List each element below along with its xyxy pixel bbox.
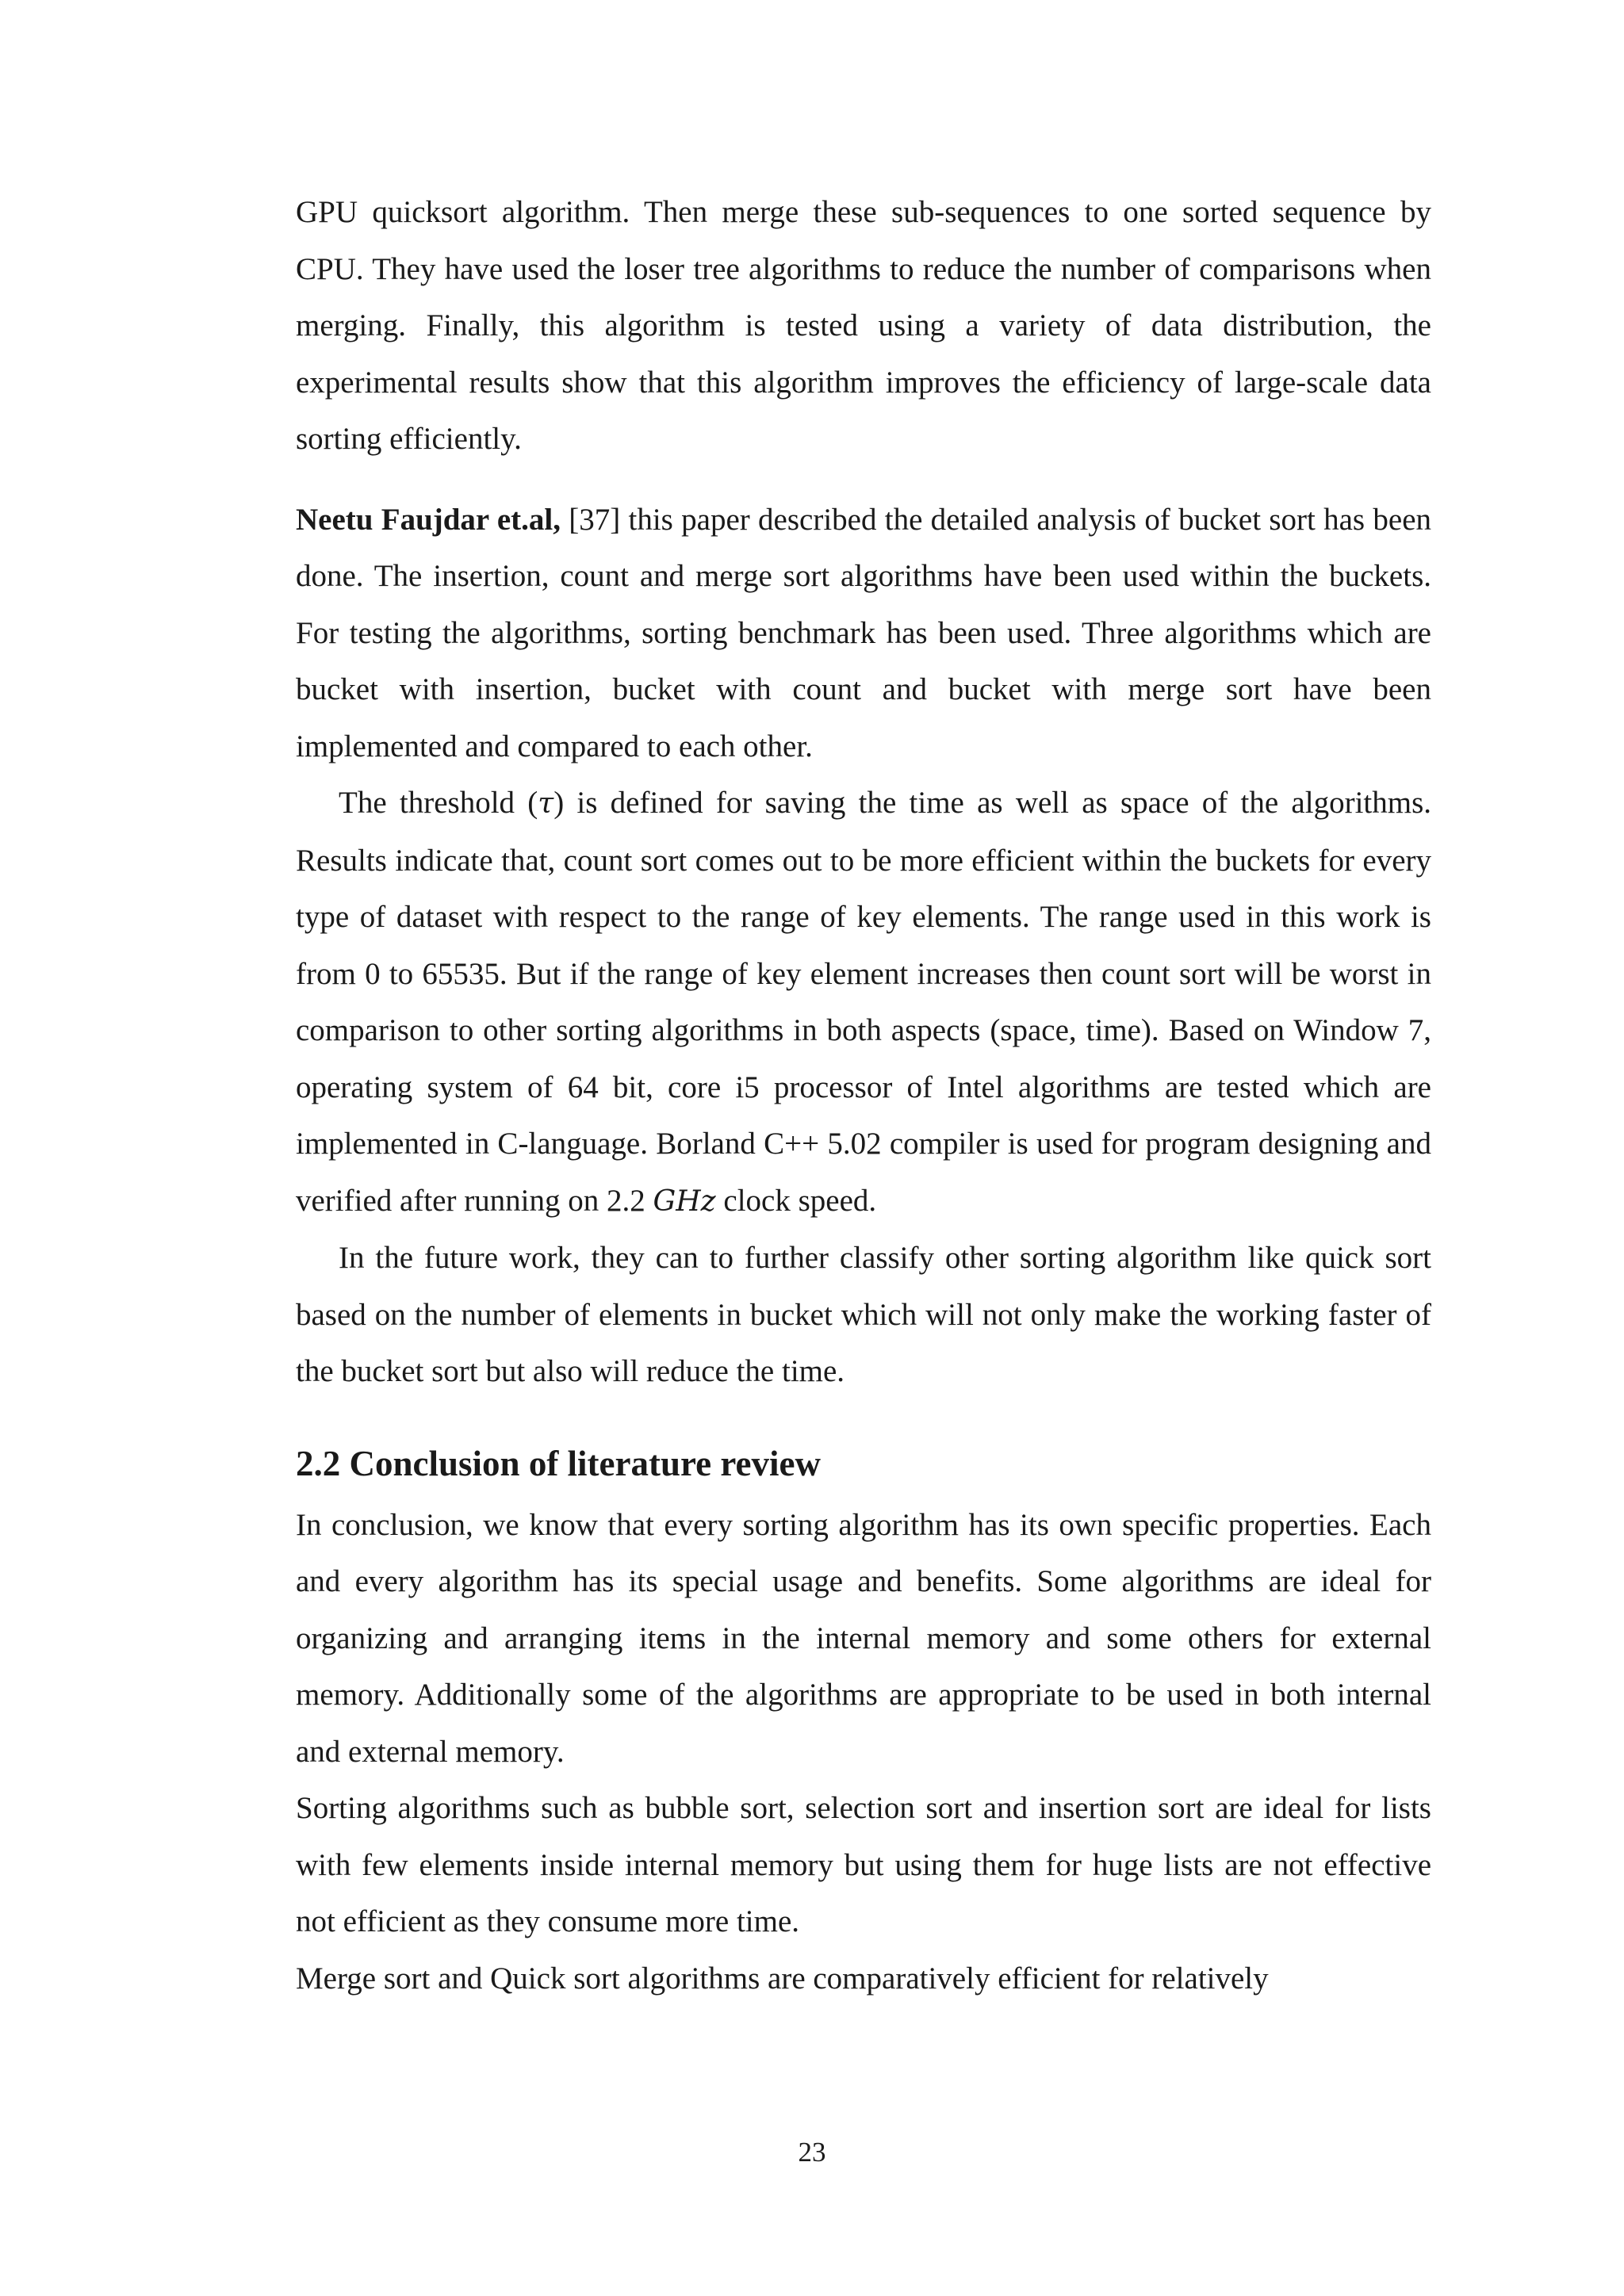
paragraph-conclusion: In conclusion, we know that every sorting algorithm has its own specific properties. Each and every algorithm has its special usage and benefits. Some algorithms are ideal for organizing and arranging items in the internal memory and some others for external memory. Additionally some of the algorithms are appropriate to be used in both internal and external memory. (296, 1507, 1431, 1769)
threshold-text-end: clock speed. (715, 1183, 877, 1218)
tau-symbol: τ (538, 787, 554, 820)
clock-speed-unit: GHz (653, 1184, 716, 1218)
section-heading: 2.2 Conclusion of literature review (296, 1443, 821, 1483)
paragraph-neetu-faujdar (296, 492, 1431, 775)
paragraph-neetu-faujdar-text: [37] this paper described the detailed analysis of bucket sort has been done. The insertion, count and merge sort algorithms have been used within the buckets. For testing the algorithms, sorting benchmark has been used. Three algorithms which are bucket with insertion, bucket with count and bucket with merge sort have been implemented and compared to each other. (296, 502, 1432, 763)
clock-speed-value: 2.2 (607, 1183, 645, 1218)
author-citation: Neetu Faujdar et.al, (296, 502, 561, 537)
paragraph-simple-sorts: Sorting algorithms such as bubble sort, selection sort and insertion sort are ideal for lists with few elements inside internal memory but using them for huge lists are not effective not efficient as they consume more time. (296, 1791, 1431, 1938)
threshold-text-mid: ) is defined for saving the time as well as space of the algorithms. Results indicate that, count sort comes out to be more efficient within the buckets for every type of dataset with respect to the range of key elements. The range used in this work is from 0 to 65535. But if the range of key element increases then count sort will be worst in comparison to other sorting algorithms in both aspects (space, time). Based on Window 7, operating system of 64 bit, core i5 processor of Intel algorithms are tested which are implemented in C-language. Borland C++ 5.02 compiler is used for program designing and verified after running on (296, 786, 1431, 1218)
paragraph-future-work: In the future work, they can to further classify other sorting algorithm like quick sort based on the number of elements in bucket which will not only make the working faster of the bucket sort but also will reduce the time. (296, 1241, 1431, 1388)
paragraph-threshold (296, 775, 1431, 1230)
threshold-text-start: The threshold ( (339, 786, 538, 820)
paragraph-merge-quick: Merge sort and Quick sort algorithms are comparatively efficient for relatively (296, 1961, 1269, 1996)
page-number: 23 (798, 2137, 826, 2168)
page-body (296, 184, 1431, 2007)
paragraph-gpu-quicksort: GPU quicksort algorithm. Then merge these sub-sequences to one sorted sequence by CPU. They have used the loser tree algorithms to reduce the number of comparisons when merging. Finally, this algorithm is tested using a variety of data distribution, the experimental results show that this algorithm improves the efficiency of large-scale data sorting efficiently. (296, 195, 1431, 456)
